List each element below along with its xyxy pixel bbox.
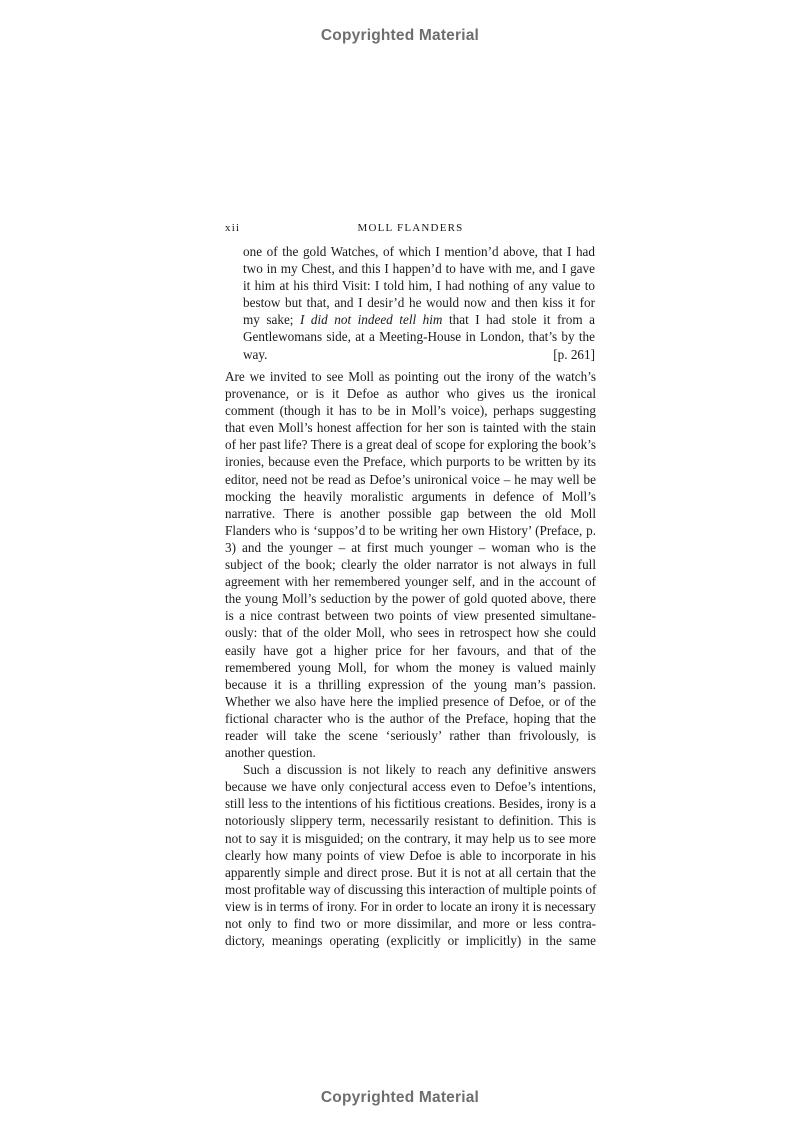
quote-line-end: way.	[243, 346, 268, 362]
paragraph-2	[225, 761, 596, 949]
page-number: xii	[225, 222, 241, 234]
quote-line: two in my Chest, and this I happen’d to have with me, and I gave	[243, 261, 595, 277]
paragraph-line: dictory, meanings operating (explicitly or implicitly) in the same	[225, 933, 596, 949]
paragraph-line: provenance, or is it Defoe as author who gives us the ironical	[225, 386, 596, 402]
paragraph-1	[225, 368, 596, 761]
paragraph-line: not to say it is misguided; on the contrary, it may help us to see more	[225, 830, 596, 846]
paragraph-line: clearly how many points of view Defoe is able to incorporate in his	[225, 847, 596, 863]
paragraph-line: of her past life? There is a great deal of scope for exploring the book’s	[225, 437, 596, 453]
paragraph-line: not only to find two or more dissimilar, and more or less contra-	[225, 916, 596, 931]
quote-line: one of the gold Watches, of which I mention’d above, that I had	[243, 244, 595, 259]
block-quote	[243, 243, 595, 363]
paragraph-line: Are we invited to see Moll as pointing out the irony of the watch’s	[225, 369, 596, 384]
quote-line: Gentlewomans side, at a Meeting-House in London, that’s by the	[243, 329, 595, 345]
paragraph-line: 3) and the younger – at first much younger – woman who is the	[225, 539, 596, 555]
paragraph-line: because we have only conjectural access even to Defoe’s intentions,	[225, 779, 596, 795]
paragraph-line: another question.	[225, 745, 316, 761]
paragraph-line: still less to the intentions of his fictitious creations. Besides, irony is a	[225, 796, 596, 812]
paragraph-line: agreement with her remembered younger self, and in the account of	[225, 574, 596, 590]
paragraph-line: apparently simple and direct prose. But it is not at all certain that the	[225, 864, 596, 880]
quote-text: my sake;	[243, 312, 300, 328]
paragraph-line: Such a discussion is not likely to reach any definitive answers	[243, 762, 596, 778]
quote-line	[243, 311, 595, 328]
paragraph-line: ironies, because even the Preface, which purports to be written by its	[225, 454, 596, 470]
paragraph-line: is a nice contrast between two points of view presented simultane-	[225, 608, 596, 624]
paragraph-line: mocking the heavily moralistic arguments in defence of Moll’s	[225, 488, 596, 504]
paragraph-line: the young Moll’s seduction by the power of gold quoted above, there	[225, 591, 596, 607]
paragraph-line: editor, need not be read as Defoe’s unironical voice – he may well be	[225, 471, 596, 487]
body-text	[225, 368, 596, 949]
paragraph-line: comment (though it has to be in Moll’s voice), perhaps suggesting	[225, 403, 596, 419]
quote-line: it him at his third Visit: I told him, I had nothing of any value to	[243, 278, 595, 294]
paragraph-line: because it is a thrilling expression of the young man’s passion.	[225, 676, 596, 692]
paragraph-line: subject of the book; clearly the older narrator is not always in full	[225, 557, 596, 573]
paragraph-line: ously: that of the older Moll, who sees in retrospect how she could	[225, 625, 596, 641]
paragraph-line: fictional character who is the author of the Preface, hoping that the	[225, 710, 596, 726]
page-citation: [p. 261]	[553, 346, 595, 362]
quote-last-line	[243, 346, 595, 363]
paragraph-line: remembered young Moll, for whom the money is valued mainly	[225, 659, 596, 675]
paragraph-line: Whether we also have here the implied presence of Defoe, or of the	[225, 693, 596, 709]
paragraph-line: view is in terms of irony. For in order to locate an irony it is necessary	[225, 898, 596, 914]
paragraph-line: that even Moll’s honest affection for her son is tainted with the stain	[225, 420, 596, 436]
paragraph-line: notoriously slippery term, necessarily resistant to definition. This is	[225, 813, 596, 829]
running-title: MOLL FLANDERS	[357, 222, 464, 234]
quote-italic-phrase: I did not indeed tell him	[299, 312, 443, 328]
copyright-watermark-top: Copyrighted Material	[320, 27, 480, 44]
quote-text: that I had stole it from a	[442, 312, 595, 328]
paragraph-line: most profitable way of discussing this interaction of multiple points of	[225, 881, 597, 897]
paragraph-line: Flanders who is ‘suppos’d to be writing her own History’ (Preface, p.	[225, 522, 596, 538]
paragraph-line: narrative. There is another possible gap between the old Moll	[225, 505, 596, 521]
paragraph-line: reader will take the scene ‘seriously’ rather than frivolously, is	[225, 727, 596, 743]
quote-line: bestow but that, and I desir’d he would now and then kiss it for	[243, 295, 595, 311]
running-head	[225, 222, 596, 238]
paragraph-line: easily have got a higher price for her favours, and that of the	[225, 642, 596, 658]
copyright-watermark-bottom: Copyrighted Material	[320, 1089, 480, 1106]
